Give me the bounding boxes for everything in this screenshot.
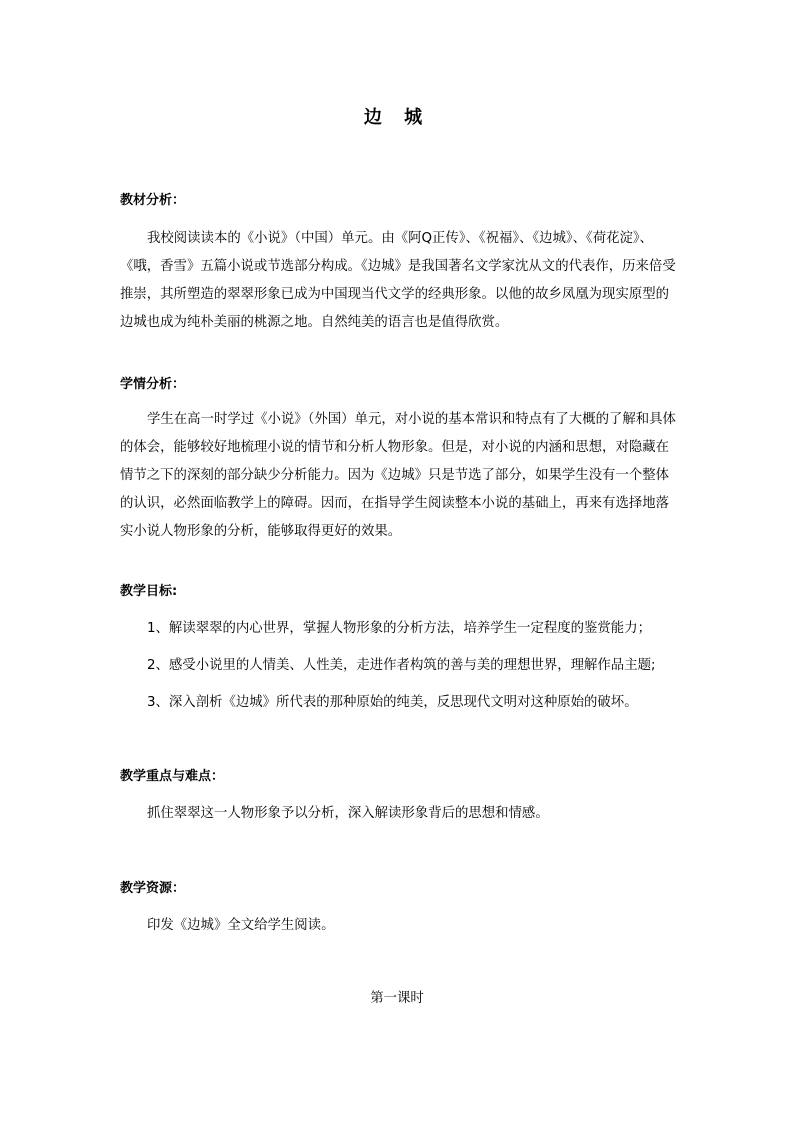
material-analysis-heading: 教材分析：	[120, 193, 186, 208]
material-analysis-paragraph: 我校阅读读本的《小说》（中国）单元。由《阿Q正传》、《祝福》、《边城》、《荷花淀》、《哦，香雪》五篇小说或节选部分构成。《边城》是我国著名文学家沈从文的代表作，历来倍受推崇，其所塑造的翠翠形象已成为中国现当代文学的经典形象。以他的故乡凤凰为现实原型的边城也成为纯朴美丽的桃源之地。自然纯美的语言也是值得欣赏。	[120, 231, 676, 330]
focus-difficulty-heading: 教学重点与难点：	[120, 769, 225, 784]
teaching-goals-heading: 教学目标:	[120, 584, 178, 599]
teaching-resources-heading: 教学资源：	[120, 881, 186, 896]
focus-difficulty-text: 抓住翠翠这一人物形象予以分析，深入解读形象背后的思想和情感。	[147, 806, 549, 821]
student-analysis-heading: 学情分析：	[120, 377, 186, 392]
teaching-goal-item: 2、感受小说里的人情美、人性美，走进作者构筑的善与美的理想世界，理解作品主题;	[147, 658, 656, 673]
teaching-resources-text: 印发《边城》全文给学生阅读。	[147, 918, 335, 933]
document-title: 边 城	[363, 107, 431, 128]
teaching-goal-item: 1、解读翠翠的内心世界，掌握人物形象的分析方法，培养学生一定程度的鉴赏能力；	[147, 621, 651, 636]
lesson-label: 第一课时	[370, 991, 424, 1006]
teaching-goal-item: 3、深入剖析《边城》所代表的那种原始的纯美，反思现代文明对这种原始的破坏。	[147, 695, 638, 710]
student-analysis-paragraph: 学生在高一时学过《小说》（外国）单元，对小说的基本常识和特点有了大概的了解和具体的体会，能够较好地梳理小说的情节和分析人物形象。但是，对小说的内涵和思想，对隐藏在情节之下的深刻的部分缺少分析能力。因为《边城》只是节选了部分，如果学生没有一个整体的认识，必然面临教学上的障碍。因而，在指导学生阅读整本小说的基础上，再来有选择地落实小说人物形象的分析，能够取得更好的效果。	[120, 412, 676, 539]
